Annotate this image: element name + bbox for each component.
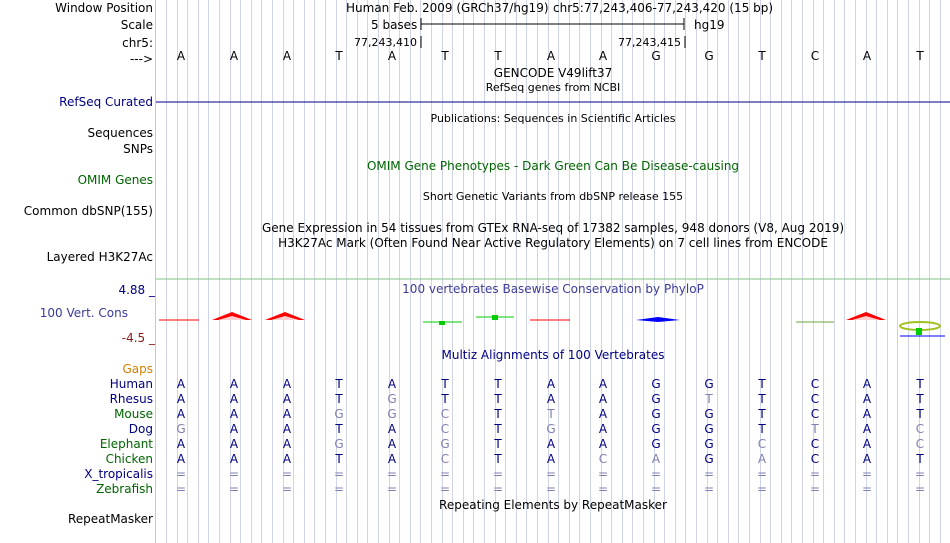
alignment-base: = <box>650 467 662 481</box>
alignment-base: A <box>282 437 292 451</box>
alignment-base: A <box>598 437 608 451</box>
alignment-base: = <box>809 467 821 481</box>
alignment-base: = <box>228 467 240 481</box>
species-label: Chicken <box>105 452 153 466</box>
dna-base: T <box>494 49 502 63</box>
alignment-base: A <box>862 392 872 406</box>
phylop-track-label[interactable]: 100 Vert. Cons <box>39 306 128 320</box>
alignment-base: A <box>387 422 397 436</box>
alignment-base: = <box>175 482 187 496</box>
alignment-base: A <box>176 377 186 391</box>
alignment-base: T <box>441 377 449 391</box>
species-label: Elephant <box>99 437 153 451</box>
alignment-base: = <box>228 482 240 496</box>
multiz-track-title[interactable]: Multiz Alignments of 100 Vertebrates <box>441 348 665 362</box>
alignment-base: T <box>335 392 343 406</box>
alignment-base: C <box>810 407 820 421</box>
alignment-base: T <box>758 407 766 421</box>
alignment-base: G <box>387 392 397 406</box>
alignment-base: T <box>758 377 766 391</box>
coordinate-ticks <box>421 36 685 48</box>
alignment-base: = <box>861 467 873 481</box>
alignment-base: = <box>809 482 821 496</box>
alignment-base: G <box>704 422 714 436</box>
alignment-base: = <box>756 482 768 496</box>
alignment-base: A <box>176 407 186 421</box>
alignment-base: A <box>282 422 292 436</box>
alignment-base: A <box>862 452 872 466</box>
alignment-base: A <box>598 407 608 421</box>
alignment-base: = <box>386 467 398 481</box>
alignment-base: T <box>811 422 819 436</box>
alignment-base: A <box>546 452 556 466</box>
refseq-curated-label[interactable]: RefSeq Curated <box>59 95 153 109</box>
gencode-track-title[interactable]: GENCODE V49lift37 <box>493 66 613 80</box>
alignment-base: A <box>282 407 292 421</box>
dna-base: T <box>916 49 924 63</box>
dna-base: A <box>282 49 292 63</box>
dna-base: A <box>546 49 556 63</box>
alignment-base: T <box>494 392 502 406</box>
alignment-base: A <box>282 392 292 406</box>
window-position-label: Window Position <box>55 1 153 15</box>
gtex-track-title[interactable]: Gene Expression in 54 tissues from GTEx RNA-seq of 17382 samples, 948 donors (V8, Aug 2019) <box>261 221 845 235</box>
omim-track-title[interactable]: OMIM Gene Phenotypes - Dark Green Can Be Disease-causing <box>366 159 740 173</box>
alignment-base: G <box>704 377 714 391</box>
dna-base: T <box>335 49 343 63</box>
alignment-base: A <box>229 422 239 436</box>
alignment-base: = <box>492 467 504 481</box>
alignment-base: = <box>597 482 609 496</box>
alignment-base: C <box>810 452 820 466</box>
phylop-track-title[interactable]: 100 vertebrates Basewise Conservation by PhyloP <box>402 282 704 296</box>
alignment-base: = <box>650 482 662 496</box>
alignment-base: T <box>441 392 449 406</box>
alignment-base: T <box>916 452 924 466</box>
alignment-base: G <box>387 407 397 421</box>
alignment-base: T <box>916 392 924 406</box>
scale-bar-label: 5 bases <box>371 18 418 32</box>
alignment-base: A <box>229 437 239 451</box>
alignment-base: A <box>757 452 767 466</box>
alignment-base: C <box>757 437 767 451</box>
alignment-base: A <box>229 407 239 421</box>
alignment-base: G <box>334 437 344 451</box>
alignment-base: A <box>282 377 292 391</box>
strand-arrow-label[interactable]: ---> <box>129 52 153 66</box>
publications-track-title[interactable]: Publications: Sequences in Scientific Articles <box>430 112 676 125</box>
dna-base: T <box>441 49 449 63</box>
alignment-base: T <box>335 422 343 436</box>
alignment-base: C <box>810 377 820 391</box>
alignment-base: A <box>387 452 397 466</box>
alignment-base: = <box>545 467 557 481</box>
alignment-base: C <box>810 437 820 451</box>
alignment-base: C <box>810 392 820 406</box>
dna-base: T <box>758 49 766 63</box>
repeatmasker-label[interactable]: RepeatMasker <box>67 512 153 526</box>
alignment-base: T <box>335 452 343 466</box>
alignment-base: T <box>494 377 502 391</box>
alignment-base: = <box>861 482 873 496</box>
snps-label[interactable]: SNPs <box>123 142 153 156</box>
alignment-base: A <box>387 377 397 391</box>
alignment-base: A <box>176 392 186 406</box>
phylop-wiggle <box>159 312 945 336</box>
alignment-base: A <box>229 377 239 391</box>
alignment-base: A <box>282 452 292 466</box>
dna-base: A <box>176 49 186 63</box>
dna-base: A <box>862 49 872 63</box>
alignment-base: A <box>229 392 239 406</box>
alignment-base: T <box>758 422 766 436</box>
alignment-base: A <box>229 452 239 466</box>
dbsnp-track-title[interactable]: Short Genetic Variants from dbSNP release 155 <box>422 190 684 203</box>
alignment-base: T <box>494 452 502 466</box>
alignment-base: = <box>281 482 293 496</box>
assembly-name: Human Feb. 2009 (GRCh37/hg19) <box>346 1 549 15</box>
dna-base: A <box>387 49 397 63</box>
alignment-base: = <box>175 467 187 481</box>
scale-bar <box>421 18 684 30</box>
alignment-base: = <box>597 467 609 481</box>
alignment-base: T <box>547 407 555 421</box>
alignment-base: = <box>439 482 451 496</box>
phylop-min-label: -4.5 _ <box>121 331 155 345</box>
alignment-base: G <box>440 437 450 451</box>
alignment-base: = <box>756 467 768 481</box>
alignment-base: = <box>333 482 345 496</box>
alignment-base: G <box>546 422 556 436</box>
sequences-label[interactable]: Sequences <box>87 126 153 140</box>
repeatmasker-track-title[interactable]: Repeating Elements by RepeatMasker <box>439 498 667 512</box>
alignment-base: G <box>704 437 714 451</box>
alignment-base: A <box>546 437 556 451</box>
dna-base: C <box>810 49 820 63</box>
species-label: Dog <box>128 422 153 436</box>
scale-label: Scale <box>120 18 153 32</box>
alignment-base: A <box>862 437 872 451</box>
alignment-base: T <box>758 392 766 406</box>
gaps-label: Gaps <box>122 362 153 376</box>
alignment-base: C <box>440 422 450 436</box>
refseq-track-subtitle[interactable]: RefSeq genes from NCBI <box>485 81 621 94</box>
alignment-base: = <box>914 467 926 481</box>
layered-h3k27ac-label[interactable]: Layered H3K27Ac <box>46 250 153 264</box>
species-label: Human <box>109 377 153 391</box>
alignment-base: C <box>598 452 608 466</box>
alignment-base: G <box>176 422 186 436</box>
alignment-base: G <box>651 422 661 436</box>
common-dbsnp-label[interactable]: Common dbSNP(155) <box>23 204 153 218</box>
alignment-base: T <box>705 392 713 406</box>
alignment-base: G <box>334 407 344 421</box>
alignment-base: = <box>914 482 926 496</box>
dna-base: G <box>651 49 661 63</box>
coordinate-right: 77,243,415 <box>618 36 681 49</box>
alignment-base: = <box>333 467 345 481</box>
alignment-base: A <box>598 422 608 436</box>
dna-base: A <box>229 49 239 63</box>
alignment-base: = <box>439 467 451 481</box>
h3k27ac-track-title[interactable]: H3K27Ac Mark (Often Found Near Active Regulatory Elements) on 7 cell lines from ENCODE <box>278 236 828 250</box>
scale-db-label: hg19 <box>694 18 725 32</box>
alignment-base: A <box>387 437 397 451</box>
chrom-label: chr5: <box>122 36 153 50</box>
alignment-base: T <box>494 407 502 421</box>
alignment-base: A <box>862 422 872 436</box>
alignment-base: = <box>703 482 715 496</box>
alignment-base: T <box>494 437 502 451</box>
coordinate-left: 77,243,410 <box>354 36 417 49</box>
alignment-base: G <box>651 392 661 406</box>
alignment-base: G <box>651 407 661 421</box>
species-label: Zebrafish <box>96 482 153 496</box>
species-label: Rhesus <box>109 392 153 406</box>
alignment-base: C <box>915 422 925 436</box>
alignment-base: A <box>546 377 556 391</box>
alignment-base: G <box>651 377 661 391</box>
alignment-base: G <box>704 407 714 421</box>
alignment-base: = <box>386 482 398 496</box>
phylop-max-label: 4.88 _ <box>118 283 155 297</box>
omim-genes-label[interactable]: OMIM Genes <box>77 173 153 187</box>
dna-base: A <box>598 49 608 63</box>
alignment-base: C <box>440 407 450 421</box>
alignment-base: A <box>176 452 186 466</box>
species-label: Mouse <box>114 407 153 421</box>
alignment-base: = <box>703 467 715 481</box>
alignment-base: A <box>546 392 556 406</box>
alignment-base: = <box>545 482 557 496</box>
alignment-base: C <box>915 437 925 451</box>
dna-base: G <box>704 49 714 63</box>
alignment-base: A <box>862 407 872 421</box>
alignment-base: T <box>916 377 924 391</box>
alignment-base: = <box>492 482 504 496</box>
alignment-base: A <box>651 452 661 466</box>
alignment-base: = <box>281 467 293 481</box>
alignment-base: A <box>598 377 608 391</box>
alignment-base: G <box>704 452 714 466</box>
alignment-base: T <box>916 407 924 421</box>
alignment-base: G <box>651 437 661 451</box>
alignment-base: A <box>598 392 608 406</box>
alignment-base: T <box>335 377 343 391</box>
alignment-base: A <box>176 437 186 451</box>
species-label: X_tropicalis <box>84 467 153 481</box>
window-position-text: chr5:77,243,406-77,243,420 (15 bp) <box>553 1 774 15</box>
alignment-base: C <box>440 452 450 466</box>
alignment-base: A <box>862 377 872 391</box>
alignment-base: T <box>494 422 502 436</box>
